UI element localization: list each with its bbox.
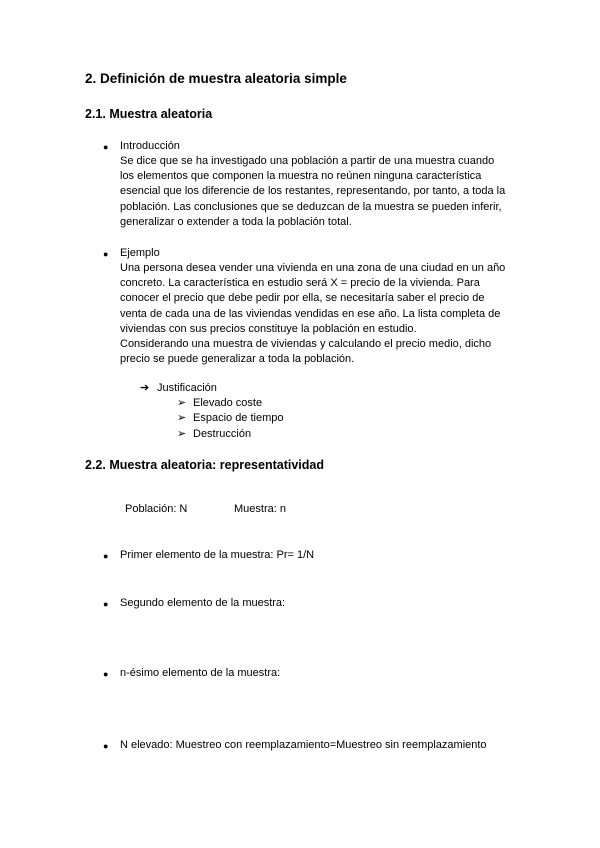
sample-label: Muestra: n xyxy=(234,503,286,515)
intro-line: los elementos que componen la muestra no reúnen ninguna característica xyxy=(120,170,482,183)
example-line: precio se puede generalizar a toda la población. xyxy=(120,353,355,366)
intro-line: generalizar o extender a toda la población total. xyxy=(120,215,352,228)
example-line: viviendas con sus precios constituye la población en estudio. xyxy=(120,322,417,335)
list-item: N elevado: Muestreo con reemplazamiento=Muestreo sin reemplazamiento xyxy=(120,739,487,751)
example-paragraph xyxy=(120,261,505,367)
bullet-icon: ● xyxy=(103,551,109,561)
bullet-icon: ● xyxy=(103,142,109,152)
justification-label: Justificación xyxy=(157,382,217,394)
bullet-icon: ● xyxy=(103,249,109,259)
example-line: concreto. La característica en estudio será X = precio de la vivienda. Para xyxy=(120,277,480,290)
intro-line: esencial que los diferencie de los restantes, representando, por tanto, a toda la xyxy=(120,185,506,198)
section-2-1-title: 2.1. Muestra aleatoria xyxy=(85,107,213,121)
list-item: Primer elemento de la muestra: Pr= 1/N xyxy=(120,549,315,561)
section-2-2-title: 2.2. Muestra aleatoria: representatividad xyxy=(85,458,324,472)
sub-bullet-icon: ➢ xyxy=(177,428,187,440)
example-label: Ejemplo xyxy=(120,247,160,259)
example-line: conocer el precio que debe pedir por ella, se necesitaría saber el precio de xyxy=(120,292,485,305)
list-item: n-ésimo elemento de la muestra: xyxy=(120,667,281,679)
example-line: venta de cada una de las viviendas vendidas en ese año. La lista completa de xyxy=(120,307,501,320)
bullet-icon: ● xyxy=(103,599,109,609)
population-label: Población: N xyxy=(125,503,188,515)
sub-bullet-icon: ➢ xyxy=(177,412,187,424)
justification-item: Espacio de tiempo xyxy=(193,412,284,424)
justification-item: Destrucción xyxy=(193,428,252,440)
intro-paragraph xyxy=(120,154,505,230)
arrow-icon: ➔ xyxy=(140,382,150,394)
intro-label: Introducción xyxy=(120,140,180,152)
sub-bullet-icon: ➢ xyxy=(177,397,187,409)
bullet-icon: ● xyxy=(103,669,109,679)
page-title: 2. Definición de muestra aleatoria simple xyxy=(85,71,347,86)
example-line: Una persona desea vender una vivienda en una zona de una ciudad en un año xyxy=(120,262,506,274)
example-line: Considerando una muestra de viviendas y calculando el precio medio, dicho xyxy=(120,338,492,351)
intro-line: población. Las conclusiones que se deduzcan de la muestra se pueden inferir, xyxy=(120,200,502,213)
bullet-icon: ● xyxy=(103,741,109,751)
intro-line: Se dice que se ha investigado una población a partir de una muestra cuando xyxy=(120,155,495,167)
justification-item: Elevado coste xyxy=(193,397,263,409)
list-item: Segundo elemento de la muestra: xyxy=(120,597,286,609)
